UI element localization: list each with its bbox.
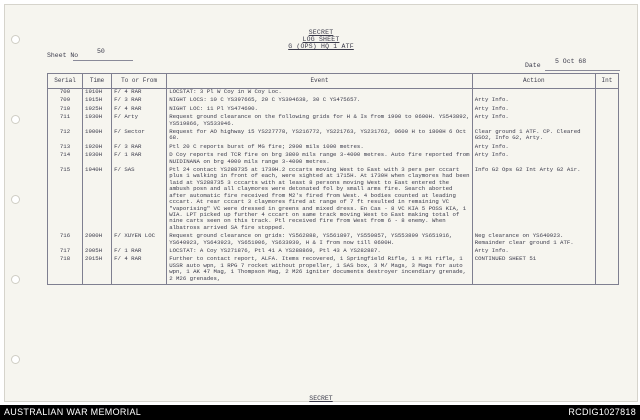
action-cell: CONTINUED SHEET 51 bbox=[472, 256, 595, 282]
time-cell: 1920H bbox=[83, 144, 112, 150]
col-int: Int bbox=[595, 74, 618, 89]
event-cell: NIGHT LOCS: 10 C YS397665, 20 C YS394638, 30 C YS475657. bbox=[167, 97, 473, 103]
from-cell: F/ 4 RAR bbox=[112, 106, 167, 112]
sheet-title: LOG SHEET bbox=[302, 36, 340, 43]
log-sheet-paper bbox=[4, 4, 638, 402]
action-cell: Arty Info. bbox=[472, 248, 595, 254]
table-row bbox=[48, 256, 619, 282]
table-row bbox=[48, 129, 619, 142]
from-cell: F/ XUYEN LOC bbox=[112, 233, 167, 246]
archive-reference: RCDIG1027818 bbox=[568, 407, 636, 417]
classification-header: SECRET bbox=[308, 29, 334, 36]
col-to-from: To or From bbox=[112, 74, 167, 89]
int-cell bbox=[595, 256, 618, 282]
serial-cell: 700 bbox=[48, 89, 83, 96]
action-cell: Clear ground 1 ATF. CP. Cleared GSO2, Info G2, Arty. bbox=[472, 129, 595, 142]
time-cell: 1915H bbox=[83, 97, 112, 103]
int-cell bbox=[595, 89, 618, 96]
action-cell: Neg clearance on YS640923. Remainder clear ground 1 ATF. bbox=[472, 233, 595, 246]
event-cell: D Coy reports red TCR fire on brg 3800 mils range 3-4000 metres. Auto fire reported from NUIDINANA on brg 4000 mils range 3-4000 metres. bbox=[167, 152, 473, 165]
from-cell: F/ 1 RAR bbox=[112, 152, 167, 165]
event-cell: LOCSTAT: A Coy YS271876, Ptl 41 A YS288869, Ptl 43 A YS282887. bbox=[167, 248, 473, 254]
classification-footer: SECRET bbox=[309, 395, 333, 402]
serial-cell: 717 bbox=[48, 248, 83, 254]
serial-cell: 710 bbox=[48, 106, 83, 112]
table-row bbox=[48, 167, 619, 231]
from-cell: F/ Arty bbox=[112, 114, 167, 127]
action-cell: Info G2 Ops G2 Int Arty G2 Air. bbox=[472, 167, 595, 231]
sheet-number bbox=[47, 48, 105, 59]
time-cell: 1940H bbox=[83, 167, 112, 231]
action-cell: Arty Info. bbox=[472, 106, 595, 112]
from-cell: F/ 3 RAR bbox=[112, 97, 167, 103]
action-cell: Arty Info. bbox=[472, 97, 595, 103]
from-cell: F/ 4 RAR bbox=[112, 256, 167, 282]
archive-name: AUSTRALIAN WAR MEMORIAL bbox=[4, 407, 142, 417]
event-cell: Ptl 20 C reports burst of MG fire; 2900 mils 1000 metres. bbox=[167, 144, 473, 150]
date-value: 5 Oct 68 bbox=[555, 58, 587, 65]
col-serial: Serial bbox=[48, 74, 83, 89]
event-cell: Request ground clearance on grids: YS562888, YS561897, YS550857, YS553899 YS651916, YS640923, YS643923, YS651906, YS633930, H & I from now till 0600H. bbox=[167, 233, 473, 246]
event-cell: LOCSTAT: 3 Pl W Coy in W Coy Loc. bbox=[167, 89, 473, 96]
serial-cell: 714 bbox=[48, 152, 83, 165]
table-row bbox=[48, 89, 619, 96]
table-row bbox=[48, 152, 619, 165]
binder-holes bbox=[11, 5, 21, 401]
sheet-number-value: 50 bbox=[97, 48, 105, 55]
int-cell bbox=[595, 152, 618, 165]
log-table bbox=[47, 73, 619, 285]
date-label: Date bbox=[525, 62, 541, 69]
time-cell: 1910H bbox=[83, 89, 112, 96]
time-cell: 2015H bbox=[83, 256, 112, 282]
time-cell: 1925H bbox=[83, 106, 112, 112]
time-cell: 1900H bbox=[83, 129, 112, 142]
from-cell: F/ 4 RAR bbox=[112, 89, 167, 96]
from-cell: F/ 1 RAR bbox=[112, 248, 167, 254]
serial-cell: 718 bbox=[48, 256, 83, 282]
table-row bbox=[48, 233, 619, 246]
event-cell: Ptl 24 contact YS288735 at 1730H.2 cccarts moving West to East with 3 pers per cccart plus 1 walking in front of each, were sighted at 1715H. At 1730H when claymores had been laid at YS288735 3 cccarts with at least 8 persons moving West to East entered the ambush posn and all claymores were detonated fol by small arms fire. Search aborted after automatic fire received from M2's fired from West. 4 bodies counted at leading cccart. At rear cccart 3 claymores fired at range of 7 ft resulted in remaining VC "vaporising" VC were dressed in greens and mixed dress. En Cas - 8 VC KIA 5 POSS KIA, 1 WIA. LPT picked up further 4 cccart on same track moving West to East making total of nine carts seen on this track. Ptl received fire from West from 6 - 8 enemy. When albatross arrived SA fire stopped. bbox=[167, 167, 473, 231]
action-cell: Arty Info. bbox=[472, 144, 595, 150]
unit-name: G (OPS) HQ 1 ATF bbox=[288, 43, 354, 50]
serial-cell: 709 bbox=[48, 97, 83, 103]
int-cell bbox=[595, 129, 618, 142]
sheet-date bbox=[525, 58, 587, 69]
time-cell: 1930H bbox=[83, 114, 112, 127]
time-cell: 2005H bbox=[83, 248, 112, 254]
time-cell: 2000H bbox=[83, 233, 112, 246]
from-cell: F/ 3 RAR bbox=[112, 144, 167, 150]
col-action: Action bbox=[472, 74, 595, 89]
serial-cell: 713 bbox=[48, 144, 83, 150]
table-header-row bbox=[48, 74, 619, 89]
col-time: Time bbox=[83, 74, 112, 89]
serial-cell: 716 bbox=[48, 233, 83, 246]
archive-caption-bar bbox=[0, 405, 640, 420]
serial-cell: 712 bbox=[48, 129, 83, 142]
from-cell: F/ Sector bbox=[112, 129, 167, 142]
action-cell bbox=[472, 89, 595, 96]
col-event: Event bbox=[167, 74, 473, 89]
time-cell: 1930H bbox=[83, 152, 112, 165]
serial-cell: 715 bbox=[48, 167, 83, 231]
int-cell bbox=[595, 167, 618, 231]
event-cell: Further to contact report, ALFA. Items recovered, 1 Springfield Rifle, 1 x M1 rifle, 1 USSR auto wpn, 1 RPG 7 rocket without propeller, 1 SAS box, 3 M/ Mags, 3 Mags for auto wpn, 1 AK 47 Mag, 1 Thompson Mag, 2 M26 igniter documents destroyer incendiary grenade, 2 M26 grenades, bbox=[167, 256, 473, 282]
sheet-number-label: Sheet No bbox=[47, 52, 79, 59]
event-cell: NIGHT LOC: 11 Pl YS474690. bbox=[167, 106, 473, 112]
event-cell: Request for AO highway 15 YS227778, YS216772, YS221763, YS231762, 0600 H to 1800H 6 Oct 68. bbox=[167, 129, 473, 142]
int-cell bbox=[595, 233, 618, 246]
action-cell: Arty Info. bbox=[472, 114, 595, 127]
table-row bbox=[48, 114, 619, 127]
from-cell: F/ SAS bbox=[112, 167, 167, 231]
event-cell: Request ground clearance on the following grids for H & Is from 1900 to 0600H. YS543892, YS519866, YS533946. bbox=[167, 114, 473, 127]
action-cell: Arty Info. bbox=[472, 152, 595, 165]
serial-cell: 711 bbox=[48, 114, 83, 127]
int-cell bbox=[595, 114, 618, 127]
